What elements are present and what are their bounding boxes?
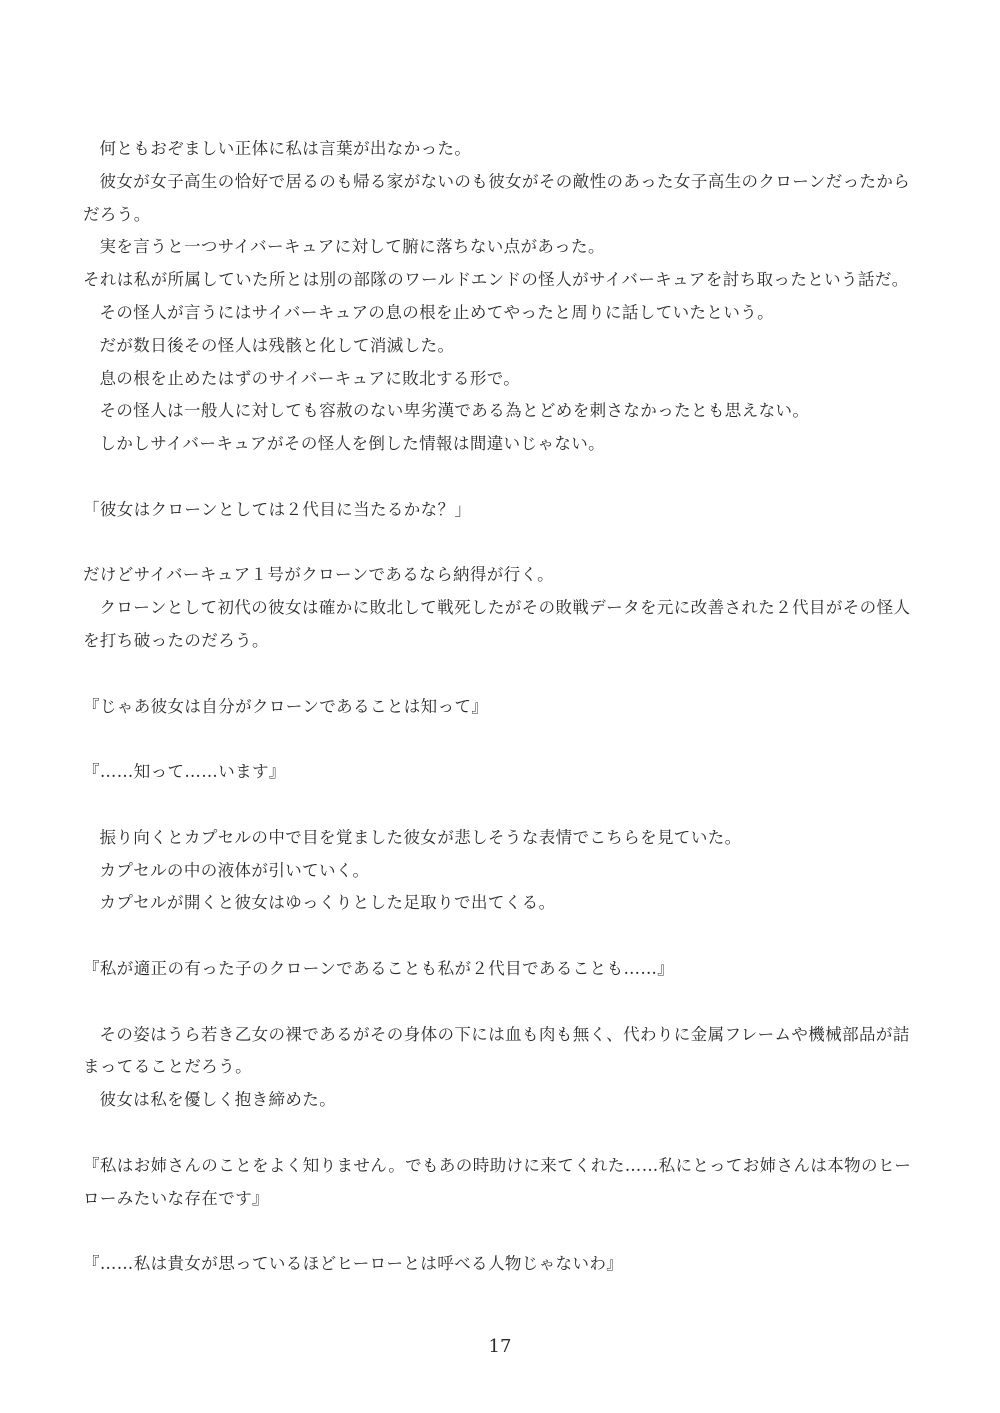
paragraph: 『私が適正の有った子のクローンであることも私が２代目であることも……』 <box>83 958 675 978</box>
body-text <box>83 133 923 1281</box>
paragraph: 振り向くとカプセルの中で目を覚ました彼女が悲しそうな表情でこちらを見ていた。 <box>99 827 742 847</box>
paragraph: カプセルが開くと彼女はゆっくりとした足取りで出てくる。 <box>99 893 556 913</box>
paragraph: 『じゃあ彼女は自分がクローンであることは知って』 <box>83 696 489 716</box>
blank-line <box>83 658 923 691</box>
paragraph: 実を言うと一つサイバーキュアに対して腑に落ちない点があった。 <box>99 237 605 257</box>
page-number: 17 <box>488 1336 512 1357</box>
blank-line <box>83 986 923 1019</box>
paragraph: 「彼女はクローンとしては２代目に当たるかな？」 <box>83 499 472 519</box>
paragraph: 彼女が女子高生の恰好で居るのも帰る家がないのも彼女がその敵性のあった女子高生のクローンだったからだろう。 <box>83 171 911 224</box>
paragraph: カプセルの中の液体が引いていく。 <box>99 860 370 880</box>
paragraph: しかしサイバーキュアがその怪人を倒した情報は間違いじゃない。 <box>99 434 606 454</box>
blank-line <box>83 920 923 953</box>
paragraph: だが数日後その怪人は残骸と化して消滅した。 <box>99 335 455 355</box>
blank-line <box>83 527 923 560</box>
paragraph: クローンとして初代の彼女は確かに敗北して戦死したがその敗戦データを元に改善された２代目がその怪人を打ち破ったのだろう。 <box>83 598 911 650</box>
paragraph: 『私はお姉さんのことをよく知りません。でもあの時助けに来てくれた……私にとってお姉さんは本物のヒーローみたいな存在です』 <box>83 1155 912 1208</box>
blank-line <box>83 723 923 756</box>
paragraph: それは私が所属していた所とは別の部隊のワールドエンドの怪人がサイバーキュアを討ち取ったという話だ。 <box>83 270 909 290</box>
paragraph: その怪人は一般人に対しても容赦のない卑劣漢である為とどめを刺さなかったとも思えない。 <box>99 401 810 421</box>
paragraph: 『……知って……います』 <box>83 762 286 782</box>
paragraph: その姿はうら若き乙女の裸であるがその身体の下には血も肉も無く、代わりに金属フレームや機械部品が詰まってることだろう。 <box>83 1024 910 1077</box>
paragraph: 彼女は私を優しく抱き締めた。 <box>99 1090 337 1110</box>
paragraph: その怪人が言うにはサイバーキュアの息の根を止めてやったと周りに話していたという。 <box>99 302 775 322</box>
blank-line <box>83 461 923 494</box>
blank-line <box>83 789 923 822</box>
blank-line <box>83 1215 923 1248</box>
blank-line <box>83 1117 923 1150</box>
paragraph: だけどサイバーキュア１号がクローンであるなら納得が行く。 <box>83 565 555 585</box>
paragraph: 『……私は貴女が思っているほどヒーローとは呼べる人物じゃないわ』 <box>83 1254 624 1274</box>
paragraph: 息の根を止めたはずのサイバーキュアに敗北する形で。 <box>99 368 521 388</box>
paragraph: 何ともおぞましい正体に私は言葉が出なかった。 <box>99 139 472 158</box>
